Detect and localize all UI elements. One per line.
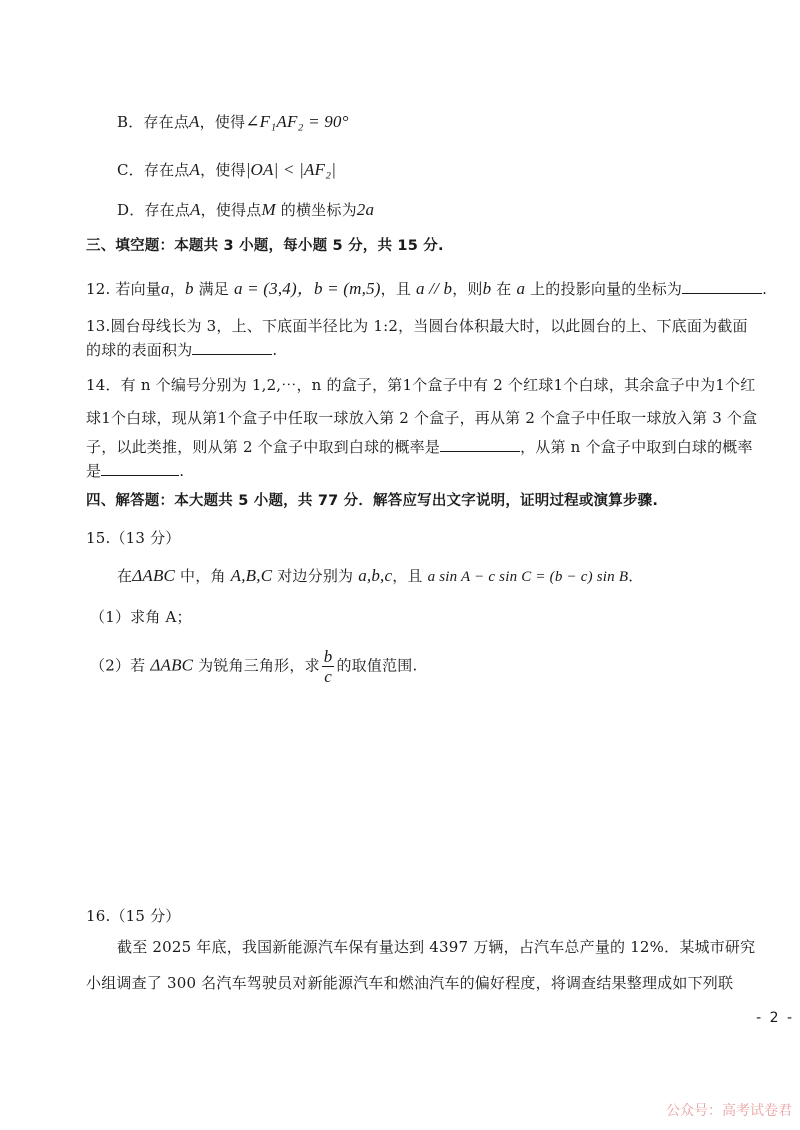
option-c-math: |OA| < |AF₂| bbox=[245, 160, 337, 179]
question-15-part-2 bbox=[90, 648, 417, 685]
q15-part2-c: 的取值范围. bbox=[336, 656, 418, 675]
q14-text-3a: 子，以此类推，则从第 2 个盒子中取到白球的概率是 bbox=[86, 438, 441, 456]
question-14-line-4 bbox=[86, 461, 184, 481]
q14-text-4: 是 bbox=[86, 462, 102, 480]
option-c bbox=[117, 160, 336, 180]
answer-blank bbox=[440, 437, 520, 452]
q12-math-1: a = (3,4)，b = (m,5) bbox=[233, 279, 381, 298]
q15-sides: a,b,c bbox=[358, 566, 393, 585]
q13-end: . bbox=[272, 341, 278, 359]
question-14-line-3 bbox=[86, 437, 753, 457]
q15-stem-c: 对边分别为 bbox=[272, 567, 359, 585]
question-15-header: 15.（13 分） bbox=[86, 529, 181, 547]
answer-blank bbox=[682, 279, 762, 294]
q15-equation: a sin A − c sin C = (b − c) sin B bbox=[427, 569, 629, 585]
option-d-var: A bbox=[190, 200, 201, 219]
question-15-part-1: （1）求角 A； bbox=[90, 608, 192, 626]
option-b-label: B．存在点 bbox=[117, 113, 190, 131]
question-14-line-1: 14．有 n 个编号分别为 1,2,⋯，n 的盒子，第1个盒子中有 2 个红球1个白球，其余盒子中为1个红 bbox=[86, 376, 756, 394]
question-14-line-2: 球1个白球，现从第1个盒子中任取一球放入第 2 个盒子，再从第 2 个盒子中任取一球放入第 3 个盒 bbox=[86, 409, 758, 427]
q15-angles: A,B,C bbox=[230, 566, 273, 585]
q15-stem-b: 中，角 bbox=[175, 567, 231, 585]
q14-text-3b: ，从第 n 个盒子中取到白球的概率 bbox=[520, 438, 753, 456]
q12-vec-b: b bbox=[184, 279, 194, 298]
q15-part2-triangle: ΔABC bbox=[150, 655, 194, 675]
q15-triangle: ΔABC bbox=[132, 566, 176, 585]
question-16-line-2: 小组调查了 300 名汽车驾驶员对新能源汽车和燃油汽车的偏好程度，将调查结果整理成如下列联 bbox=[86, 974, 734, 992]
q15-stem-a: 在 bbox=[117, 567, 133, 585]
q15-part2-b: 为锐角三角形，求 bbox=[193, 656, 320, 675]
page-number: - 2 - bbox=[756, 1010, 794, 1026]
option-b bbox=[117, 112, 349, 132]
option-b-mid: ，使得 bbox=[199, 113, 246, 131]
q15-stem-d: ，且 bbox=[392, 567, 428, 585]
q14-end: . bbox=[179, 462, 185, 480]
q12-text-6: 上的投影向量的坐标为 bbox=[525, 280, 683, 298]
option-d-var2: M bbox=[261, 200, 276, 219]
section-4-heading: 四、解答题：本大题共 5 小题，共 77 分．解答应写出文字说明，证明过程或演算步骤. bbox=[86, 493, 659, 509]
q12-text-2: 满足 bbox=[193, 280, 234, 298]
q15-stem-e: ． bbox=[628, 567, 644, 585]
fraction-numerator: b bbox=[323, 647, 333, 666]
q12-text-4: ，则 bbox=[452, 280, 483, 298]
q12-text-5: 在 bbox=[491, 280, 517, 298]
option-d-mid: ，使得点 bbox=[200, 201, 262, 219]
option-d-label: D．存在点 bbox=[117, 201, 191, 219]
q12-text: 12. 若向量 bbox=[86, 280, 162, 298]
option-d-tail: 的横坐标为 bbox=[275, 201, 357, 219]
fraction-b-over-c bbox=[322, 648, 335, 685]
section-3-heading: 三、填空题：本题共 3 小题，每小题 5 分，共 15 分. bbox=[86, 238, 444, 254]
fraction-denominator: c bbox=[324, 667, 332, 686]
q12-math-3: b bbox=[482, 279, 492, 298]
q13-text: 的球的表面积为 bbox=[86, 341, 193, 359]
q12-text-3: ，且 bbox=[380, 280, 417, 298]
option-c-label: C．存在点 bbox=[117, 161, 190, 179]
question-16-header: 16.（15 分） bbox=[86, 907, 181, 925]
option-b-var: A bbox=[189, 112, 200, 131]
question-12 bbox=[86, 279, 767, 299]
q12-math-4: a bbox=[516, 279, 526, 298]
option-c-var: A bbox=[189, 160, 201, 179]
option-d-math: 2a bbox=[356, 200, 375, 219]
option-d bbox=[117, 200, 374, 220]
option-b-math: ∠F₁AF₂ = 90° bbox=[245, 112, 349, 131]
q12-math-2: a // b bbox=[416, 279, 453, 298]
question-13-line-1: 13.圆台母线长为 3，上、下底面半径比为 1:2，当圆台体积最大时，以此圆台的上、下底面为截面 bbox=[86, 317, 748, 335]
q12-sep: ， bbox=[169, 280, 185, 298]
answer-blank bbox=[101, 461, 179, 476]
question-15-stem bbox=[117, 566, 643, 587]
q12-end: . bbox=[762, 280, 768, 298]
answer-blank bbox=[192, 340, 272, 355]
question-13-line-2 bbox=[86, 340, 277, 360]
watermark: 公众号：高考试卷君 bbox=[666, 1103, 792, 1119]
q15-part2-a: （2）若 bbox=[90, 656, 151, 675]
option-c-mid: ，使得 bbox=[200, 161, 246, 179]
question-16-line-1: 截至 2025 年底，我国新能源汽车保有量达到 4397 万辆，占汽车总产量的 12%．某城市研究 bbox=[117, 938, 756, 956]
q12-vec-a: a bbox=[161, 279, 170, 298]
